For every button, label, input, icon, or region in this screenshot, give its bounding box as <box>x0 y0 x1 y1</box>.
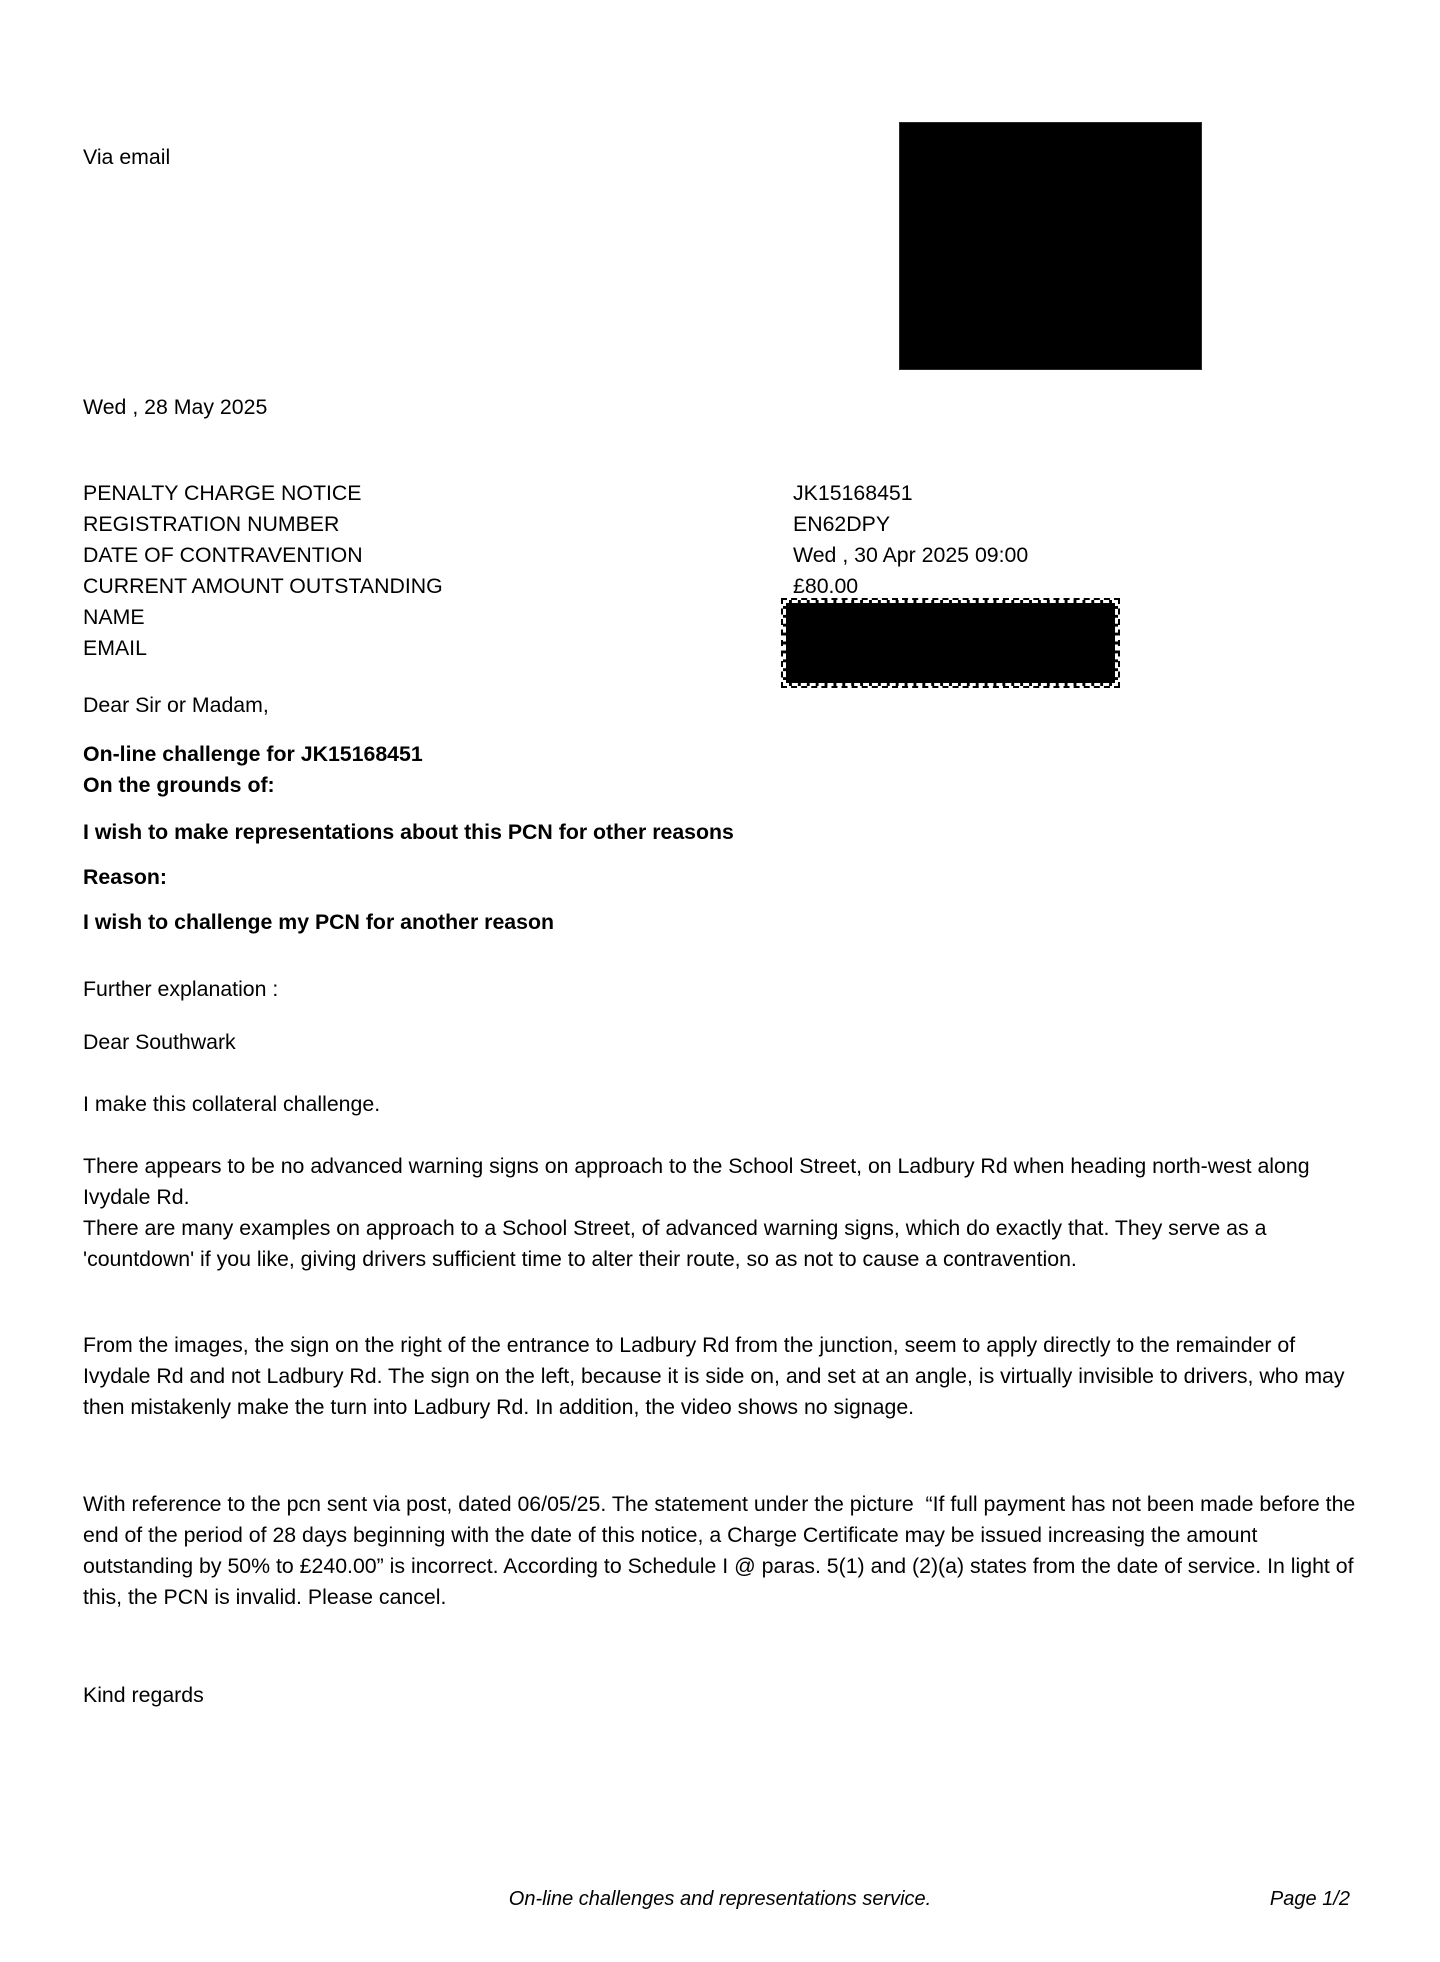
detail-label: PENALTY CHARGE NOTICE <box>83 481 362 505</box>
body-paragraph-1-part-1: There appears to be no advanced warning signs on approach to the School Street, on Ladbury Rd when heading north-west along Ivydale Rd. <box>83 1154 1316 1209</box>
detail-label: NAME <box>83 605 145 629</box>
body-paragraph-2: From the images, the sign on the right of the entrance to Ladbury Rd from the junction, seem to apply directly to the remainder of Ivydale Rd and not Ladbury Rd. The sign on the left, because it is side on, and set at an angle, is virtually invisible to drivers, who may then mistakenly make the turn into Ladbury Rd. In addition, the video shows no signage. <box>83 1333 1351 1419</box>
detail-value: £80.00 <box>793 574 859 598</box>
reason-statement: I wish to challenge my PCN for another reason <box>83 910 554 934</box>
letter-date: Wed , 28 May 2025 <box>83 395 268 419</box>
intro-sentence: I make this collateral challenge. <box>83 1092 381 1116</box>
detail-label: DATE OF CONTRAVENTION <box>83 543 363 567</box>
body-paragraph-1-part-2: There are many examples on approach to a School Street, of advanced warning signs, which do exactly that. They serve as a 'countdown' if you like, giving drivers sufficient time to alter their route, so as not to cause a contravention. <box>83 1216 1273 1271</box>
body-paragraph-1 <box>83 1151 1368 1275</box>
body-paragraph-3: With reference to the pcn sent via post, dated 06/05/25. The statement under the picture “If full payment has not been made before the end of the period of 28 days beginning with the date of this notice, a Charge Certificate may be issued increasing the amount outstanding by 50% to £240.00” is incorrect. According to Schedule I @ paras. 5(1) and (2)(a) states from the date of service. In light of this, the PCN is invalid. Please cancel. <box>83 1492 1362 1609</box>
detail-label: CURRENT AMOUNT OUTSTANDING <box>83 574 443 598</box>
detail-value: Wed , 30 Apr 2025 09:00 <box>793 543 1029 567</box>
detail-value: EN62DPY <box>793 512 891 536</box>
pcn-details-table <box>83 478 1368 664</box>
closing: Kind regards <box>83 1683 204 1707</box>
redacted-address-block <box>899 122 1202 370</box>
footer-page-number: Page 1/2 <box>1269 1888 1350 1910</box>
subject-line-2: On the grounds of: <box>83 773 275 797</box>
subject-block <box>83 739 1368 801</box>
detail-value: JK15168451 <box>793 481 913 505</box>
subject-line-1: On-line challenge for JK15168451 <box>83 742 423 766</box>
detail-label: EMAIL <box>83 636 147 660</box>
salutation: Dear Sir or Madam, <box>83 693 269 717</box>
further-explanation-label: Further explanation : <box>83 977 279 1001</box>
detail-label: REGISTRATION NUMBER <box>83 512 340 536</box>
representation-statement: I wish to make representations about this PCN for other reasons <box>83 820 734 844</box>
footer-service-title: On-line challenges and representations service. <box>508 1888 932 1910</box>
redacted-name-email-block <box>783 600 1118 686</box>
inner-salutation: Dear Southwark <box>83 1030 236 1054</box>
via-email-label: Via email <box>83 145 171 169</box>
reason-label: Reason: <box>83 865 168 889</box>
